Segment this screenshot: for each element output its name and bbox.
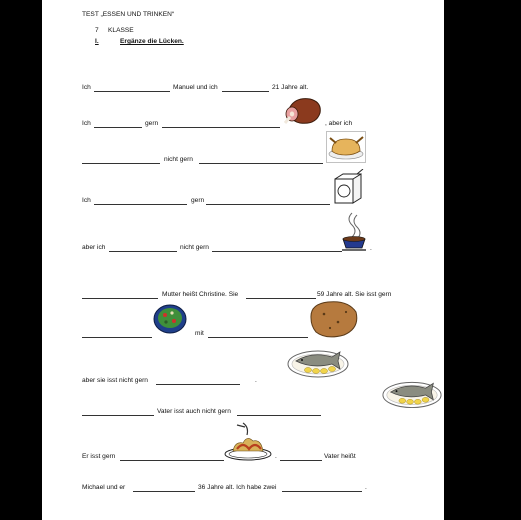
grade-number: 7	[95, 27, 99, 34]
blank-line[interactable]	[94, 127, 142, 128]
sentence-text: gern	[191, 197, 205, 204]
task-instruction: Ergänze die Lücken.	[120, 38, 184, 45]
worksheet-title: TEST „ESSEN UND TRINKEN“	[82, 11, 175, 18]
sentence-text: , aber ich	[325, 120, 353, 127]
blank-line[interactable]	[222, 91, 269, 92]
blank-line[interactable]	[82, 415, 154, 416]
period: .	[370, 245, 372, 252]
sentence-text: Mutter heißt Christine. Sie	[162, 291, 239, 298]
blank-line[interactable]	[162, 127, 280, 128]
sentence-text: gern	[145, 120, 159, 127]
sentence-text: nicht gern	[180, 244, 209, 251]
juice-carton-image	[331, 169, 367, 205]
sentence-text: Vater heißt	[324, 453, 356, 460]
sentence-text: Manuel und ich	[173, 84, 218, 91]
sentence-text: Vater isst auch nicht gern	[157, 408, 231, 415]
blank-line[interactable]	[82, 298, 158, 299]
blank-line[interactable]	[94, 91, 170, 92]
spaghetti-image	[223, 421, 273, 461]
sentence-text: Ich	[82, 84, 91, 91]
period: .	[365, 484, 367, 491]
sentence-text: aber sie isst nicht gern	[82, 377, 148, 384]
sentence-text: Er isst gern	[82, 453, 116, 460]
blank-line[interactable]	[109, 251, 177, 252]
sentence-text: 36 Jahre alt. Ich habe zwei	[198, 484, 277, 491]
sentence-text: Ich	[82, 120, 91, 127]
coffee-cup-image	[340, 211, 368, 251]
sentence-text: mit	[195, 330, 204, 337]
potato-image	[306, 298, 360, 340]
sentence-text: Michael und er	[82, 484, 126, 491]
ham-image	[282, 97, 324, 129]
sentence-text: 21 Jahre alt.	[272, 84, 309, 91]
blank-line[interactable]	[282, 491, 362, 492]
sentence-text: 59 Jahre alt. Sie isst gern	[317, 291, 392, 298]
task-number: I.	[95, 38, 99, 45]
fish-plate-image	[286, 347, 350, 379]
period: .	[255, 377, 257, 384]
salad-bowl-image	[152, 301, 188, 335]
blank-line[interactable]	[156, 384, 240, 385]
period: .	[275, 453, 277, 460]
blank-line[interactable]	[199, 163, 323, 164]
blank-line[interactable]	[208, 337, 308, 338]
blank-line[interactable]	[212, 251, 342, 252]
blank-line[interactable]	[206, 204, 330, 205]
blank-line[interactable]	[82, 163, 160, 164]
chicken-image	[326, 131, 366, 163]
blank-line[interactable]	[280, 460, 322, 461]
fish-plate-image-2	[381, 378, 443, 410]
blank-line[interactable]	[82, 337, 152, 338]
sentence-text: Ich	[82, 197, 91, 204]
worksheet-page	[42, 0, 444, 520]
blank-line[interactable]	[237, 415, 321, 416]
blank-line[interactable]	[94, 204, 187, 205]
sentence-text: aber ich	[82, 244, 106, 251]
blank-line[interactable]	[120, 460, 224, 461]
sentence-text: nicht gern	[164, 156, 193, 163]
grade-label: KLASSE	[108, 27, 134, 34]
blank-line[interactable]	[133, 491, 195, 492]
